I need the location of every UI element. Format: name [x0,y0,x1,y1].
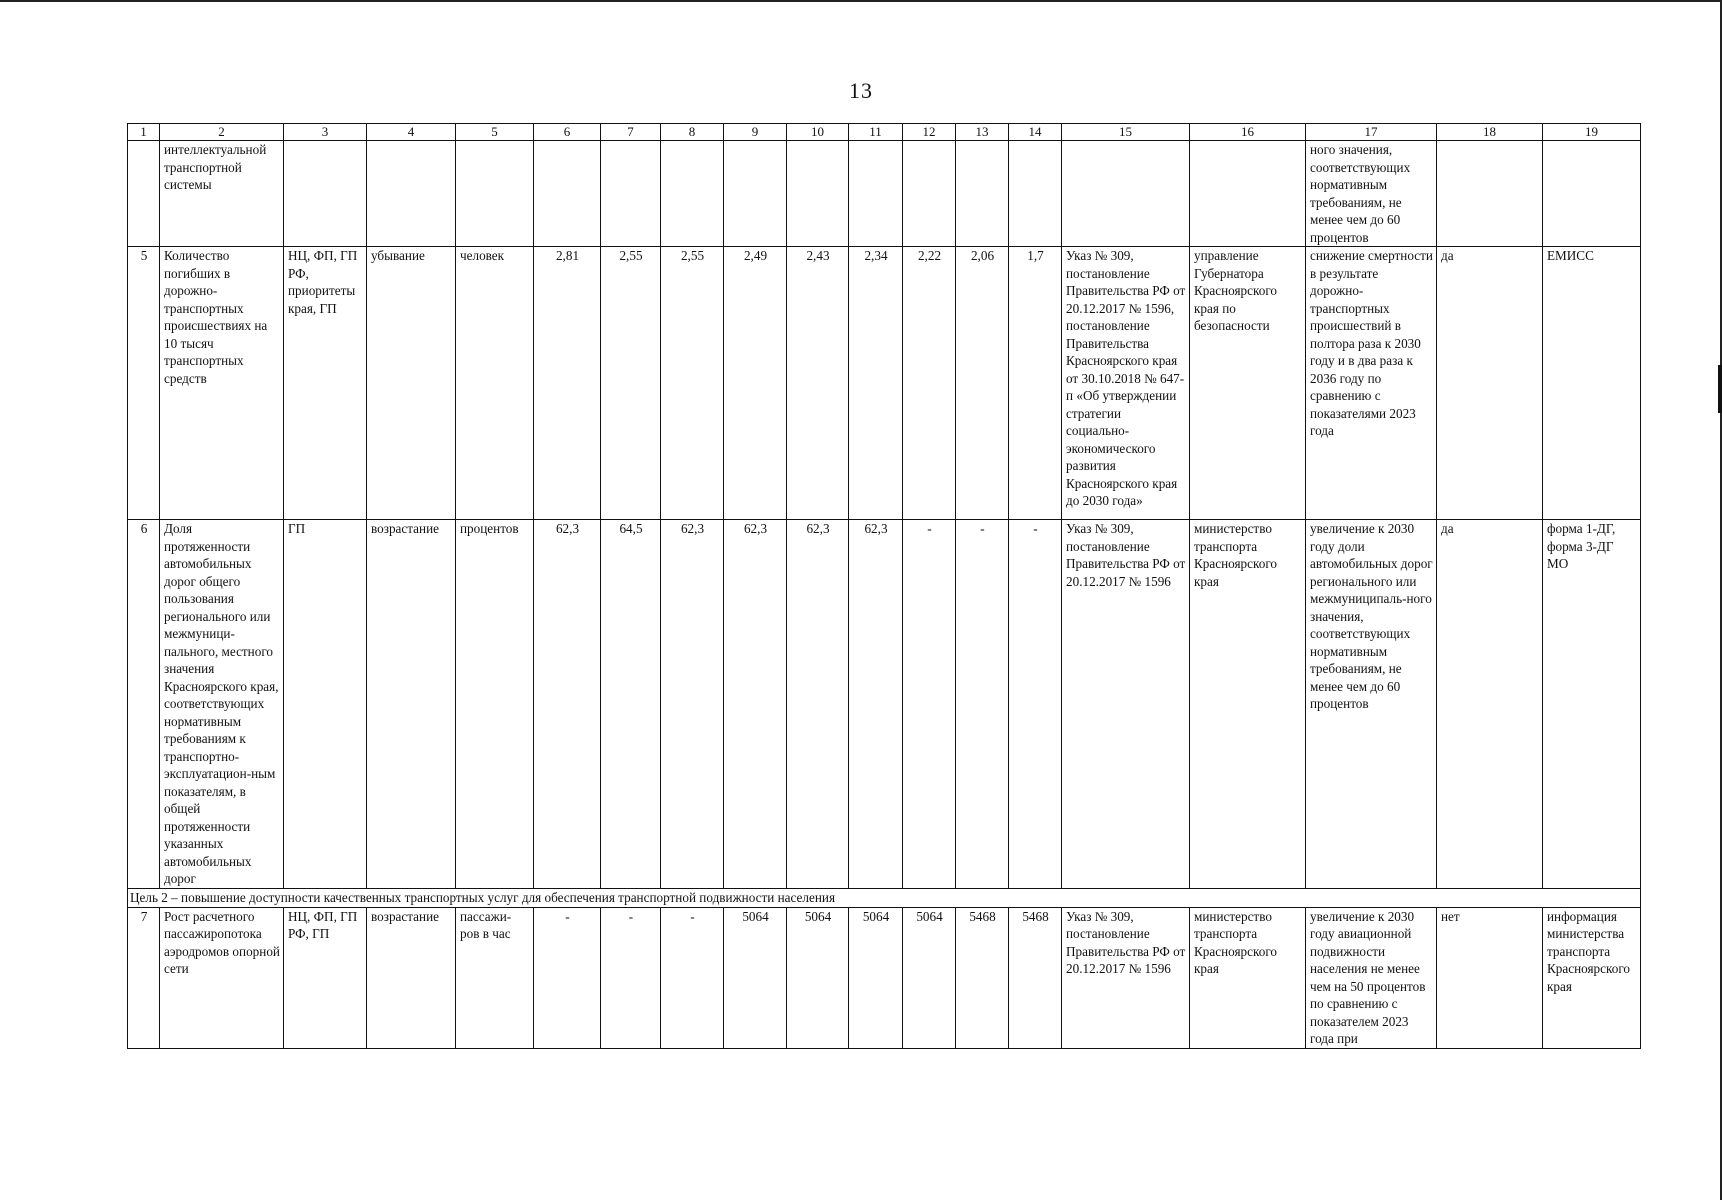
trend-cell [367,141,456,247]
indicator-level-cell: НЦ, ФП, ГП РФ, ГП [284,907,367,1048]
header-cell: 4 [367,124,456,141]
value-col-14-cell: - [1009,520,1062,889]
header-cell: 2 [160,124,284,141]
header-cell: 10 [787,124,849,141]
unit-cell: процентов [456,520,534,889]
unit-cell [456,141,534,247]
indicator-level-cell: ГП [284,520,367,889]
row-number-cell: 6 [128,520,160,889]
value-col-8-cell: - [661,907,724,1048]
value-col-9-cell: 5064 [724,907,787,1048]
value-col-6-cell [534,141,601,247]
value-col-7-cell [601,141,661,247]
header-cell: 3 [284,124,367,141]
target-link-cell: ного значения, соответствующих нормативным требованиям, не менее чем до 60 процентов [1306,141,1437,247]
value-col-13-cell [956,141,1009,247]
legal-basis-cell [1062,141,1190,247]
header-cell: 12 [903,124,956,141]
value-col-7-cell: - [601,907,661,1048]
value-col-12-cell: - [903,520,956,889]
value-col-9-cell [724,141,787,247]
header-cell: 15 [1062,124,1190,141]
value-col-11-cell: 2,34 [849,247,903,520]
value-col-10-cell: 5064 [787,907,849,1048]
indicator-name-cell: Доля протяженности автомобильных дорог общего пользования регионального или межмуници-пального, местного значения Красноярского края, соответствующих нормативным требованиям к транспортно-эксплуатацион-ным показателям, в общей протяженности указанных автомобильных дорог [160,520,284,889]
data-source-cell: информация министерства транспорта Красноярского края [1543,907,1641,1048]
header-cell: 5 [456,124,534,141]
responsible-body-cell: министерство транспорта Красноярского края [1190,907,1306,1048]
header-row [128,124,1641,141]
automated-flag-cell [1437,141,1543,247]
header-cell: 1 [128,124,160,141]
header-cell: 16 [1190,124,1306,141]
value-col-14-cell [1009,141,1062,247]
value-col-12-cell: 2,22 [903,247,956,520]
unit-cell: пассажи-ров в час [456,907,534,1048]
value-col-14-cell: 1,7 [1009,247,1062,520]
header-cell: 14 [1009,124,1062,141]
header-cell: 13 [956,124,1009,141]
indicator-name-cell: интеллектуальной транспортной системы [160,141,284,247]
row-number-cell: 5 [128,247,160,520]
indicator-level-cell: НЦ, ФП, ГП РФ, приоритеты края, ГП [284,247,367,520]
value-col-10-cell [787,141,849,247]
automated-flag-cell: да [1437,520,1543,889]
header-cell: 9 [724,124,787,141]
header-cell: 19 [1543,124,1641,141]
value-col-9-cell: 2,49 [724,247,787,520]
table-row [128,247,1641,520]
responsible-body-cell [1190,141,1306,247]
header-cell: 17 [1306,124,1437,141]
target-link-cell: увеличение к 2030 году доли автомобильных дорог регионального или межмуниципаль-ного значения, соответствующих нормативным требованиям, не менее чем до 60 процентов [1306,520,1437,889]
target-link-cell: снижение смертности в результате дорожно-транспортных происшествий в полтора раза к 2030 году и в два раза к 2036 году по сравнению с показателями 2023 года [1306,247,1437,520]
header-cell: 18 [1437,124,1543,141]
value-col-13-cell: - [956,520,1009,889]
responsible-body-cell: министерство транспорта Красноярского края [1190,520,1306,889]
header-cell: 7 [601,124,661,141]
page-number: 13 [849,78,873,103]
value-col-11-cell: 5064 [849,907,903,1048]
header-cell: 6 [534,124,601,141]
scan-mark [1718,365,1722,413]
unit-cell: человек [456,247,534,520]
value-col-10-cell: 62,3 [787,520,849,889]
trend-cell: убывание [367,247,456,520]
value-col-7-cell: 2,55 [601,247,661,520]
indicators-table [127,123,1641,1049]
goal-text: Цель 2 – повышение доступности качественных транспортных услуг для обеспечения транспортной подвижности населения [128,888,1641,907]
value-col-12-cell: 5064 [903,907,956,1048]
table-row [128,520,1641,889]
table-row [128,907,1641,1048]
responsible-body-cell: управление Губернатора Красноярского края по безопасности [1190,247,1306,520]
data-source-cell: форма 1-ДГ, форма 3-ДГ МО [1543,520,1641,889]
value-col-8-cell [661,141,724,247]
goal-row [128,888,1641,907]
automated-flag-cell: да [1437,247,1543,520]
value-col-6-cell: 2,81 [534,247,601,520]
value-col-11-cell: 62,3 [849,520,903,889]
header-cell: 11 [849,124,903,141]
row-number-cell: 7 [128,907,160,1048]
indicator-name-cell: Рост расчетного пассажиропотока аэродромов опорной сети [160,907,284,1048]
data-source-cell [1543,141,1641,247]
legal-basis-cell: Указ № 309, постановление Правительства РФ от 20.12.2017 № 1596 [1062,907,1190,1048]
trend-cell: возрастание [367,907,456,1048]
page-top-edge [0,0,1722,2]
header-cell: 8 [661,124,724,141]
value-col-14-cell: 5468 [1009,907,1062,1048]
row-number-cell [128,141,160,247]
value-col-7-cell: 64,5 [601,520,661,889]
value-col-8-cell: 2,55 [661,247,724,520]
table-row [128,141,1641,247]
value-col-13-cell: 5468 [956,907,1009,1048]
value-col-11-cell [849,141,903,247]
value-col-12-cell [903,141,956,247]
value-col-9-cell: 62,3 [724,520,787,889]
automated-flag-cell: нет [1437,907,1543,1048]
indicator-level-cell [284,141,367,247]
legal-basis-cell: Указ № 309, постановление Правительства РФ от 20.12.2017 № 1596, постановление Правительства Красноярского края от 30.10.2018 № 647-п «Об утверждении стратегии социально-экономического развития Красноярского края до 2030 года» [1062,247,1190,520]
value-col-6-cell: 62,3 [534,520,601,889]
value-col-6-cell: - [534,907,601,1048]
target-link-cell: увеличение к 2030 году авиационной подвижности населения не менее чем на 50 процентов по сравнению с показателем 2023 года при [1306,907,1437,1048]
value-col-10-cell: 2,43 [787,247,849,520]
value-col-13-cell: 2,06 [956,247,1009,520]
legal-basis-cell: Указ № 309, постановление Правительства РФ от 20.12.2017 № 1596 [1062,520,1190,889]
trend-cell: возрастание [367,520,456,889]
value-col-8-cell: 62,3 [661,520,724,889]
data-source-cell: ЕМИСС [1543,247,1641,520]
indicator-name-cell: Количество погибших в дорожно-транспортных происшествиях на 10 тысяч транспортных средств [160,247,284,520]
